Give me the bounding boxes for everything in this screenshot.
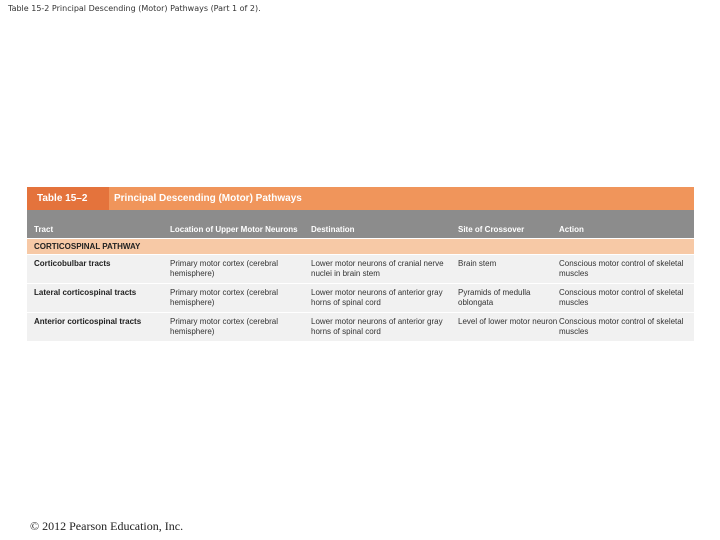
cell-action: Conscious motor control of skeletal muscles: [559, 259, 684, 278]
cell-action: Conscious motor control of skeletal muscles: [559, 317, 684, 336]
cell-destination: Lower motor neurons of cranial nerve nuclei in brain stem: [311, 259, 444, 278]
cell-location: Primary motor cortex (cerebral hemisphere): [170, 259, 279, 278]
column-header-tract: Tract: [34, 225, 54, 234]
table-header-row: [27, 210, 694, 238]
cell-location: Primary motor cortex (cerebral hemisphere): [170, 288, 279, 307]
cell-crossover: Pyramids of medulla oblongata: [458, 288, 531, 307]
cell-crossover: Brain stem: [458, 259, 497, 268]
cell-tract: Lateral corticospinal tracts: [34, 288, 137, 297]
table-row: [27, 283, 694, 312]
cell-tract: Corticobulbar tracts: [34, 259, 111, 268]
column-header-location: Location of Upper Motor Neurons: [170, 225, 298, 234]
table-row: [27, 312, 694, 341]
cell-crossover: Level of lower motor neuron: [458, 317, 558, 326]
column-header-crossover: Site of Crossover: [458, 225, 525, 234]
slide-title: Table 15-2 Principal Descending (Motor) Pathways (Part 1 of 2).: [8, 4, 261, 13]
section-corticospinal: CORTICOSPINAL PATHWAY: [27, 238, 694, 254]
column-header-destination: Destination: [311, 225, 355, 234]
copyright-notice: © 2012 Pearson Education, Inc.: [30, 519, 184, 533]
cell-destination: Lower motor neurons of anterior gray horns of spinal cord: [311, 317, 443, 336]
table-banner: [27, 187, 694, 210]
cell-location: Primary motor cortex (cerebral hemisphere): [170, 317, 279, 336]
motor-pathways-table: [27, 187, 694, 341]
cell-action: Conscious motor control of skeletal muscles: [559, 288, 684, 307]
table-row: [27, 254, 694, 283]
table-number: Table 15–2: [27, 187, 109, 210]
cell-tract: Anterior corticospinal tracts: [34, 317, 142, 326]
cell-destination: Lower motor neurons of anterior gray horns of spinal cord: [311, 288, 443, 307]
table-name: Principal Descending (Motor) Pathways: [114, 193, 302, 204]
column-header-action: Action: [559, 225, 584, 234]
